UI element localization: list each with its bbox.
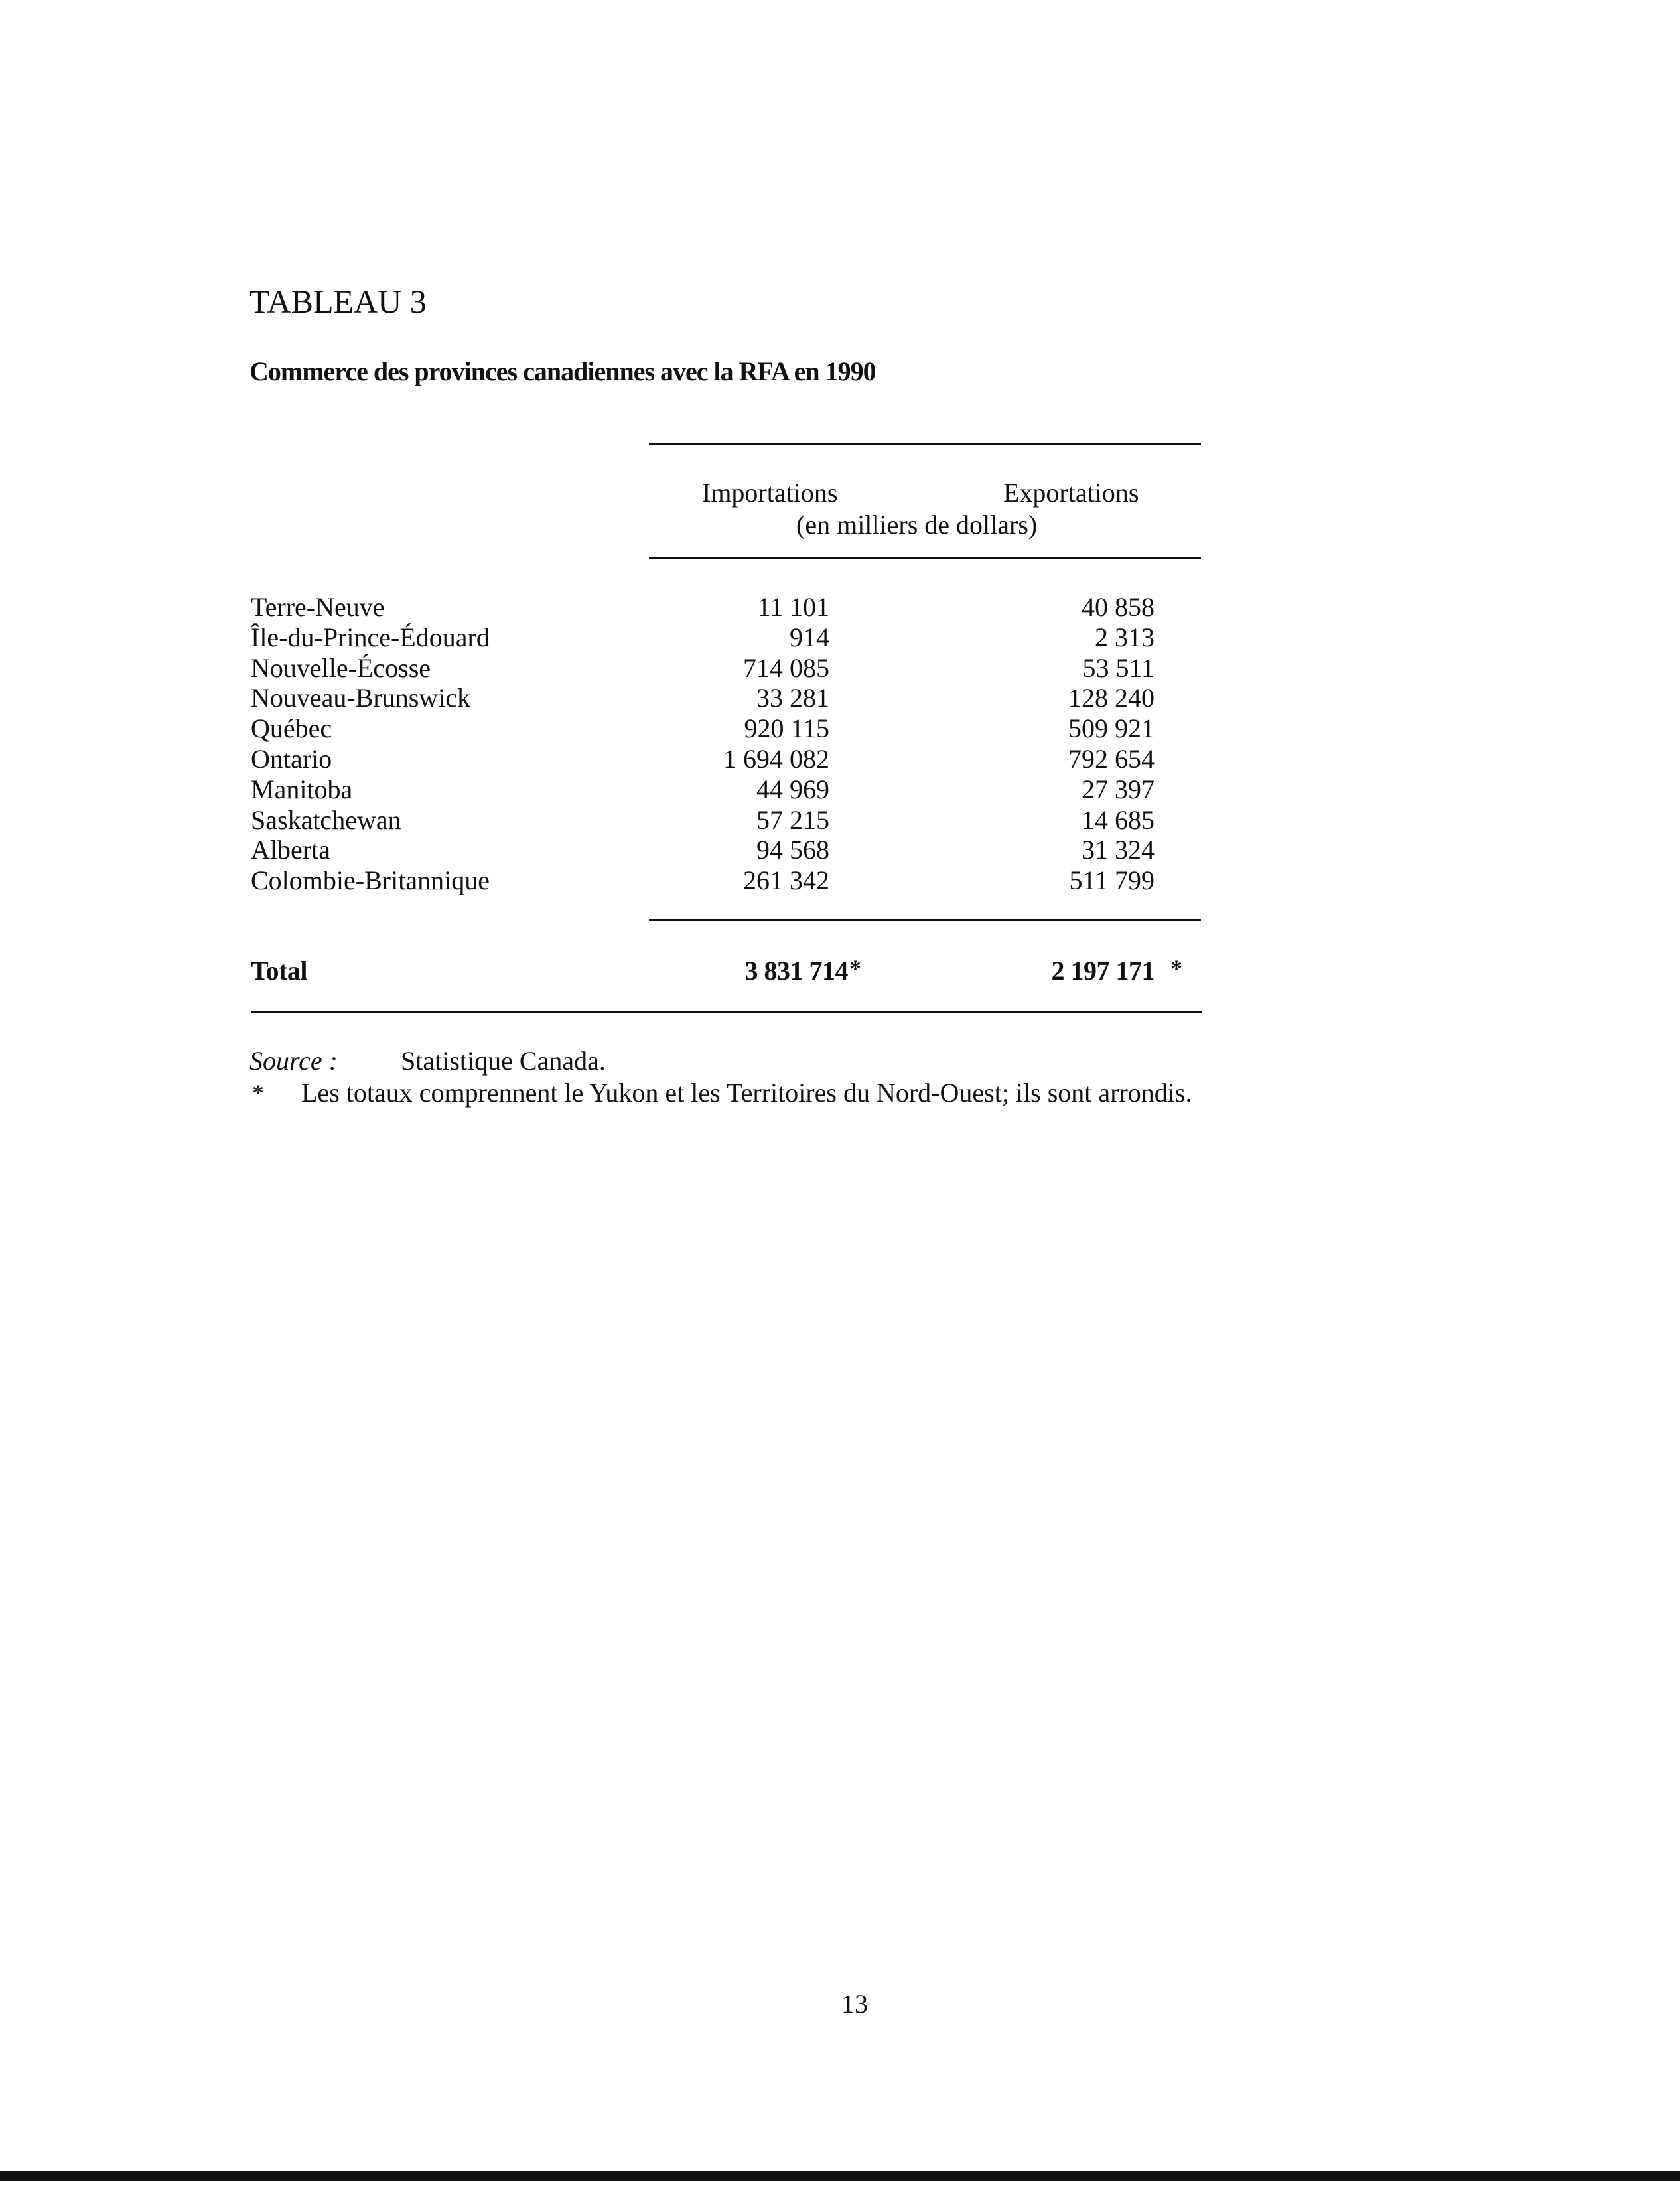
province-name: Saskatchewan	[251, 804, 401, 835]
imports-value: 11 101	[757, 592, 829, 622]
scan-bottom-border	[0, 2171, 1680, 2181]
footnote-marker: *	[252, 1080, 264, 1106]
imports-value: 920 115	[744, 713, 829, 744]
imports-value: 33 281	[756, 683, 829, 713]
province-name: Terre-Neuve	[251, 592, 385, 622]
exports-value: 40 858	[1082, 592, 1155, 622]
imports-value: 94 568	[756, 835, 829, 865]
table-row	[249, 713, 1205, 744]
table-body	[249, 592, 1205, 896]
total-imports-value: 3 831 714	[744, 956, 848, 985]
table-row	[249, 835, 1205, 865]
total-exports-value: 2 197 171	[1051, 956, 1155, 985]
exports-value: 53 511	[1082, 652, 1155, 683]
source-label: Source :	[249, 1046, 338, 1076]
table-bottom-rule	[251, 1011, 1202, 1013]
exports-value: 511 799	[1069, 865, 1155, 896]
imports-value: 44 969	[756, 774, 829, 804]
body-bottom-rule	[649, 919, 1201, 921]
table-row	[249, 622, 1205, 653]
province-name: Québec	[251, 713, 332, 744]
column-unit-note: (en milliers de dollars)	[796, 510, 1038, 540]
table-row	[249, 805, 1205, 836]
table-top-rule	[649, 443, 1201, 445]
province-name: Nouveau-Brunswick	[251, 683, 471, 713]
table-row	[249, 592, 1205, 622]
exports-value: 2 313	[1095, 622, 1155, 652]
exports-value: 509 921	[1068, 713, 1155, 744]
footnote-text: Les totaux comprennent le Yukon et les Territoires du Nord-Ouest; ils sont arrondis.	[301, 1078, 1192, 1108]
province-name: Manitoba	[251, 774, 353, 804]
header-bottom-rule	[649, 557, 1201, 559]
table-row	[249, 683, 1205, 713]
exports-value: 128 240	[1068, 683, 1155, 713]
province-name: Alberta	[251, 835, 330, 865]
province-name: Ontario	[251, 743, 332, 774]
source-note	[249, 1045, 606, 1078]
exports-value: 31 324	[1082, 835, 1155, 865]
table-label: TABLEAU 3	[249, 283, 427, 320]
province-name: Colombie-Britannique	[251, 865, 490, 896]
exports-value: 792 654	[1068, 743, 1155, 774]
exports-value: 27 397	[1082, 774, 1155, 804]
total-exports-footnote-marker: *	[1170, 955, 1182, 982]
column-header-imports: Importations	[702, 478, 838, 508]
imports-value: 714 085	[743, 652, 829, 683]
total-row	[251, 954, 1206, 987]
table-row	[249, 653, 1205, 684]
province-name: Île-du-Prince-Édouard	[251, 622, 490, 652]
total-label: Total	[251, 956, 307, 985]
page-number: 13	[841, 1989, 868, 2019]
imports-value: 1 694 082	[723, 743, 829, 774]
province-name: Nouvelle-Écosse	[251, 652, 431, 683]
table-title: Commerce des provinces canadiennes avec la RFA en 1990	[249, 356, 876, 386]
table-row	[249, 865, 1205, 896]
source-value: Statistique Canada.	[401, 1046, 606, 1076]
table-row	[249, 744, 1205, 774]
column-header-exports: Exportations	[1003, 478, 1139, 508]
imports-value: 57 215	[756, 804, 829, 835]
imports-value: 914	[790, 622, 829, 652]
table-row	[249, 774, 1205, 805]
total-imports-footnote-marker: *	[849, 955, 861, 982]
imports-value: 261 342	[743, 865, 829, 896]
exports-value: 14 685	[1082, 804, 1155, 835]
